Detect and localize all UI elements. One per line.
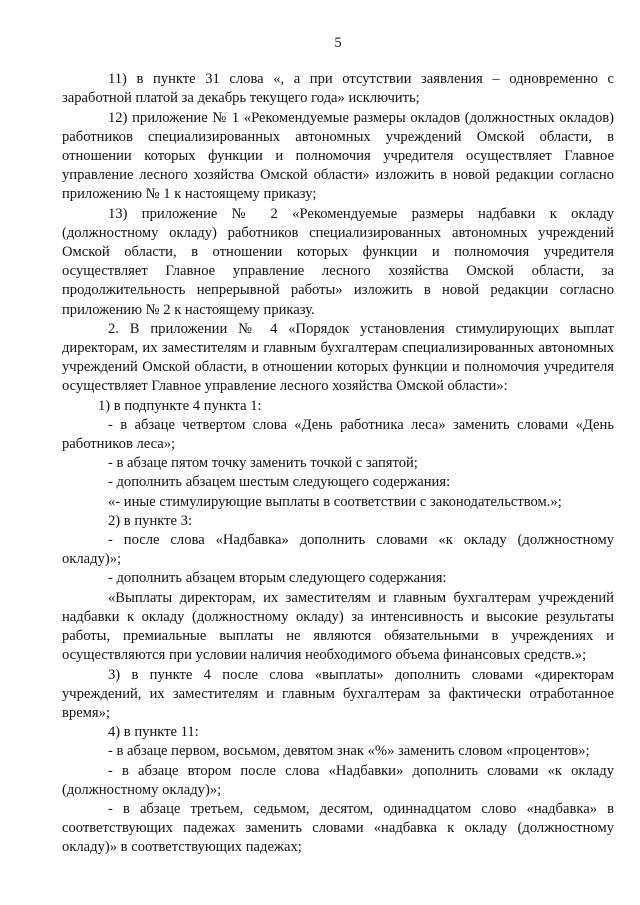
paragraph-quote-1: «- иные стимулирующие выплаты в соответствии с законодательством.»; [108,493,562,510]
paragraph-dash-7: - в абзаце втором после слова «Надбавки» дополнить словами «к окладу (должностному окладу)»; [62,762,614,798]
paragraph-dash-3: - дополнить абзацем шестым следующего содержания: [108,474,451,491]
paragraph-dash-2: - в абзаце пятом точку заменить точкой с запятой; [108,455,418,472]
page-number: 5 [334,35,342,51]
paragraph-item-11: 11) в пункте 31 слова «, а при отсутствии заявления – одновременно с заработной платой за декабрь текущего года» исключить; [62,71,614,107]
paragraph-dash-8: - в абзаце третьем, седьмом, десятом, одиннадцатом слово «надбавка» в соответствующих падежах заменить словами «надбавка к окладу (должностному окладу)» в соответствующих падежах; [62,800,614,856]
paragraph-quote-2: «Выплаты директорам, их заместителям и главным бухгалтерам учреждений надбавки к окладу (должностному окладу) за интенсивность и высокие результаты работы, премиальные выплаты не являются обязательными в учреждениях и осуществляются при условии наличия необходимого объема финансовых средств.»; [62,589,614,664]
document-page [62,34,614,858]
paragraph-subitem-1: 1) в подпункте 4 пункта 1: [98,397,262,414]
paragraph-dash-6: - в абзаце первом, восьмом, девятом знак «%» заменить словом «процентов»; [108,743,590,760]
paragraph-subitem-2: 2) в пункте 3: [108,512,193,529]
paragraph-section-2: 2. В приложении № 4 «Порядок установления стимулирующих выплат директорам, их заместителям и главным бухгалтерам специализированных автономных учреждений Омской области, в отношении которых функции и полномочия учредителя осуществляет Главное управление лесного хозяйства Омской области»: [62,320,614,395]
paragraph-subitem-4: 4) в пункте 11: [108,724,199,741]
paragraph-dash-1: - в абзаце четвертом слова «День работника леса» заменить словами «День работников леса»; [62,416,614,453]
paragraph-dash-5: - дополнить абзацем вторым следующего содержания: [108,570,447,587]
paragraph-dash-4: - после слова «Надбавка» дополнить словами «к окладу (должностному окладу)»; [62,532,614,568]
paragraph-item-12: 12) приложение № 1 «Рекомендуемые размеры окладов (должностных окладов) работников специализированных автономных учреждений Омской области, в отношении которых функции и полномочия учредителя осуществляет Главное управление лесного хозяйства Омской области» изложить в новой редакции согласно приложению № 1 к настоящему приказу; [62,109,614,203]
paragraph-item-13: 13) приложение № 2 «Рекомендуемые размеры надбавки к окладу (должностному окладу) работников специализированных автономных учреждений Омской области, в отношении которых функции и полномочия учредителя осуществляет Главное управление лесного хозяйства Омской области, за продолжительность непрерывной работы» изложить в новой редакции согласно приложению № 2 к настоящему приказу. [62,205,614,318]
paragraph-subitem-3: 3) в пункте 4 после слова «выплаты» дополнить словами «директорам учреждений, их заместителям и главным бухгалтерам за фактически отработанное время»; [62,666,614,721]
